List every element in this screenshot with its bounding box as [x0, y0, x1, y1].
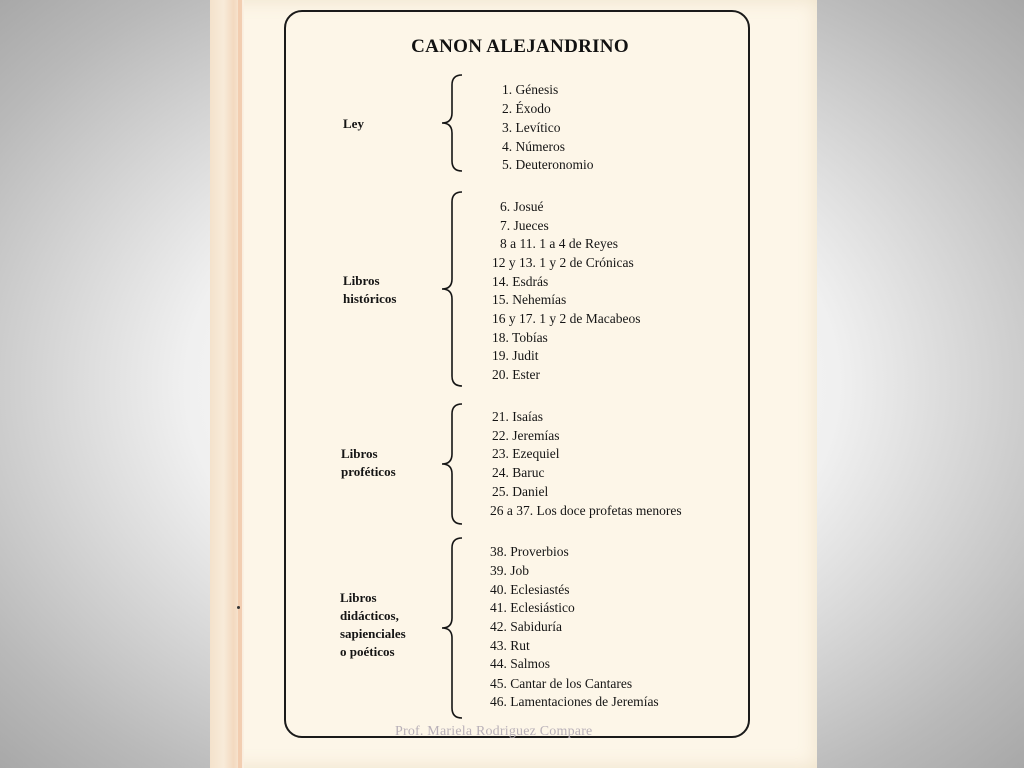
item-name: Josué — [513, 199, 544, 214]
item-name: Jueces — [513, 218, 549, 233]
item-number: 39. — [490, 563, 507, 578]
item-name: Nehemías — [512, 292, 567, 307]
list-item-cantares — [490, 675, 632, 693]
item-number: 24. — [492, 465, 509, 480]
list-item-rut — [490, 637, 530, 655]
brace-didacticos-path — [442, 538, 462, 718]
item-name: Proverbios — [510, 544, 569, 559]
item-number: 20. — [492, 367, 509, 382]
item-name: 1 y 2 de Crónicas — [539, 255, 634, 270]
item-name: Isaías — [512, 409, 543, 424]
item-number: 23. — [492, 446, 509, 461]
item-name: Baruc — [512, 465, 545, 480]
item-number: 45. — [490, 676, 507, 691]
list-item-jueces — [500, 217, 549, 235]
group-label-line: Libros — [340, 590, 377, 605]
item-number: 41. — [490, 600, 507, 615]
item-name: Génesis — [515, 82, 559, 97]
item-name: 1 a 4 de Reyes — [539, 236, 618, 251]
list-item-profetas-menores — [490, 502, 682, 520]
group-label-didacticos — [340, 589, 406, 661]
group-label-line: proféticos — [341, 464, 396, 479]
item-number: 15. — [492, 292, 509, 307]
group-label-line: o poéticos — [340, 644, 395, 659]
list-item-macabeos — [492, 310, 640, 328]
author-watermark: Prof. Mariela Rodriguez Compare — [395, 724, 593, 739]
list-item-jeremias — [492, 427, 559, 445]
list-item-josue — [500, 198, 544, 216]
list-item-isaias — [492, 408, 543, 426]
item-name: Judit — [512, 348, 539, 363]
list-item-proverbios — [490, 543, 569, 561]
brace-profeticos — [438, 402, 468, 526]
list-item-baruc — [492, 464, 544, 482]
item-name: Eclesiástico — [510, 600, 575, 615]
item-name: Lamentaciones de Jeremías — [510, 694, 659, 709]
item-number: 12 y 13. — [492, 255, 536, 270]
list-item-job — [490, 562, 529, 580]
list-item-tobias — [492, 329, 548, 347]
item-number: 38. — [490, 544, 507, 559]
list-item-sabiduria — [490, 618, 562, 636]
item-number: 7. — [500, 218, 511, 233]
item-number: 25. — [492, 484, 509, 499]
group-label-line: sapienciales — [340, 626, 406, 641]
brace-didacticos — [438, 536, 468, 720]
list-item-eclesiastico — [490, 599, 575, 617]
item-number: 43. — [490, 638, 507, 653]
item-name: Sabiduría — [510, 619, 562, 634]
list-item-nehemias — [492, 291, 566, 309]
item-name: Deuteronomio — [515, 157, 594, 172]
list-item-exodo — [502, 100, 551, 118]
brace-ley-path — [442, 75, 462, 171]
item-name: Jeremías — [512, 428, 560, 443]
list-item-ester — [492, 366, 540, 384]
item-number: 4. — [502, 139, 513, 154]
item-number: 42. — [490, 619, 507, 634]
item-number: 1. — [502, 82, 513, 97]
item-name: Eclesiastés — [510, 582, 570, 597]
page-title — [0, 36, 1024, 58]
item-number: 40. — [490, 582, 507, 597]
item-number: 16 y 17. — [492, 311, 536, 326]
item-number: 19. — [492, 348, 509, 363]
list-item-ezequiel — [492, 445, 559, 463]
brace-profeticos-path — [442, 404, 462, 524]
group-label-line: didácticos, — [340, 608, 399, 623]
page-title-text: CANON ALEJANDRINO — [411, 36, 629, 57]
group-label-line: Ley — [343, 116, 364, 131]
item-name: Rut — [510, 638, 530, 653]
list-item-levitico — [502, 119, 560, 137]
list-item-salmos — [490, 655, 550, 673]
group-label-ley — [343, 115, 364, 133]
item-name: Esdrás — [512, 274, 549, 289]
item-name: Salmos — [510, 656, 551, 671]
item-name: Números — [515, 139, 565, 154]
item-number: 5. — [502, 157, 513, 172]
list-item-daniel — [492, 483, 548, 501]
item-number: 6. — [500, 199, 511, 214]
item-name: Ester — [512, 367, 540, 382]
list-item-eclesiastes — [490, 581, 569, 599]
item-name: Éxodo — [515, 101, 551, 116]
item-number: 21. — [492, 409, 509, 424]
item-name: Ezequiel — [512, 446, 560, 461]
group-label-line: Libros — [343, 273, 380, 288]
item-name: Job — [510, 563, 530, 578]
list-item-judit — [492, 347, 539, 365]
list-item-genesis — [502, 81, 558, 99]
item-number: 22. — [492, 428, 509, 443]
list-item-numeros — [502, 138, 565, 156]
item-number: 46. — [490, 694, 507, 709]
item-number: 26 a 37. — [490, 503, 534, 518]
group-label-line: históricos — [343, 291, 397, 306]
list-item-reyes — [500, 235, 618, 253]
list-item-deuteronomio — [502, 156, 593, 174]
brace-ley — [438, 73, 468, 173]
page-fold-line — [238, 0, 242, 768]
list-item-esdras — [492, 273, 548, 291]
item-number: 18. — [492, 330, 509, 345]
brace-historicos-path — [442, 192, 462, 386]
brace-historicos — [438, 190, 468, 388]
group-label-historicos — [343, 272, 396, 308]
item-name: 1 y 2 de Macabeos — [539, 311, 641, 326]
item-name: Cantar de los Cantares — [510, 676, 633, 691]
item-number: 14. — [492, 274, 509, 289]
item-number: 8 a 11. — [500, 236, 536, 251]
item-name: Los doce profetas menores — [536, 503, 682, 518]
item-name: Tobías — [512, 330, 548, 345]
item-name: Levítico — [515, 120, 561, 135]
item-name: Daniel — [512, 484, 549, 499]
group-label-profeticos — [341, 445, 396, 481]
item-number: 44. — [490, 656, 507, 671]
item-number: 2. — [502, 101, 513, 116]
ink-speck — [237, 606, 240, 609]
list-item-cronicas — [492, 254, 634, 272]
list-item-lamentaciones — [490, 693, 659, 711]
group-label-line: Libros — [341, 446, 378, 461]
item-number: 3. — [502, 120, 513, 135]
